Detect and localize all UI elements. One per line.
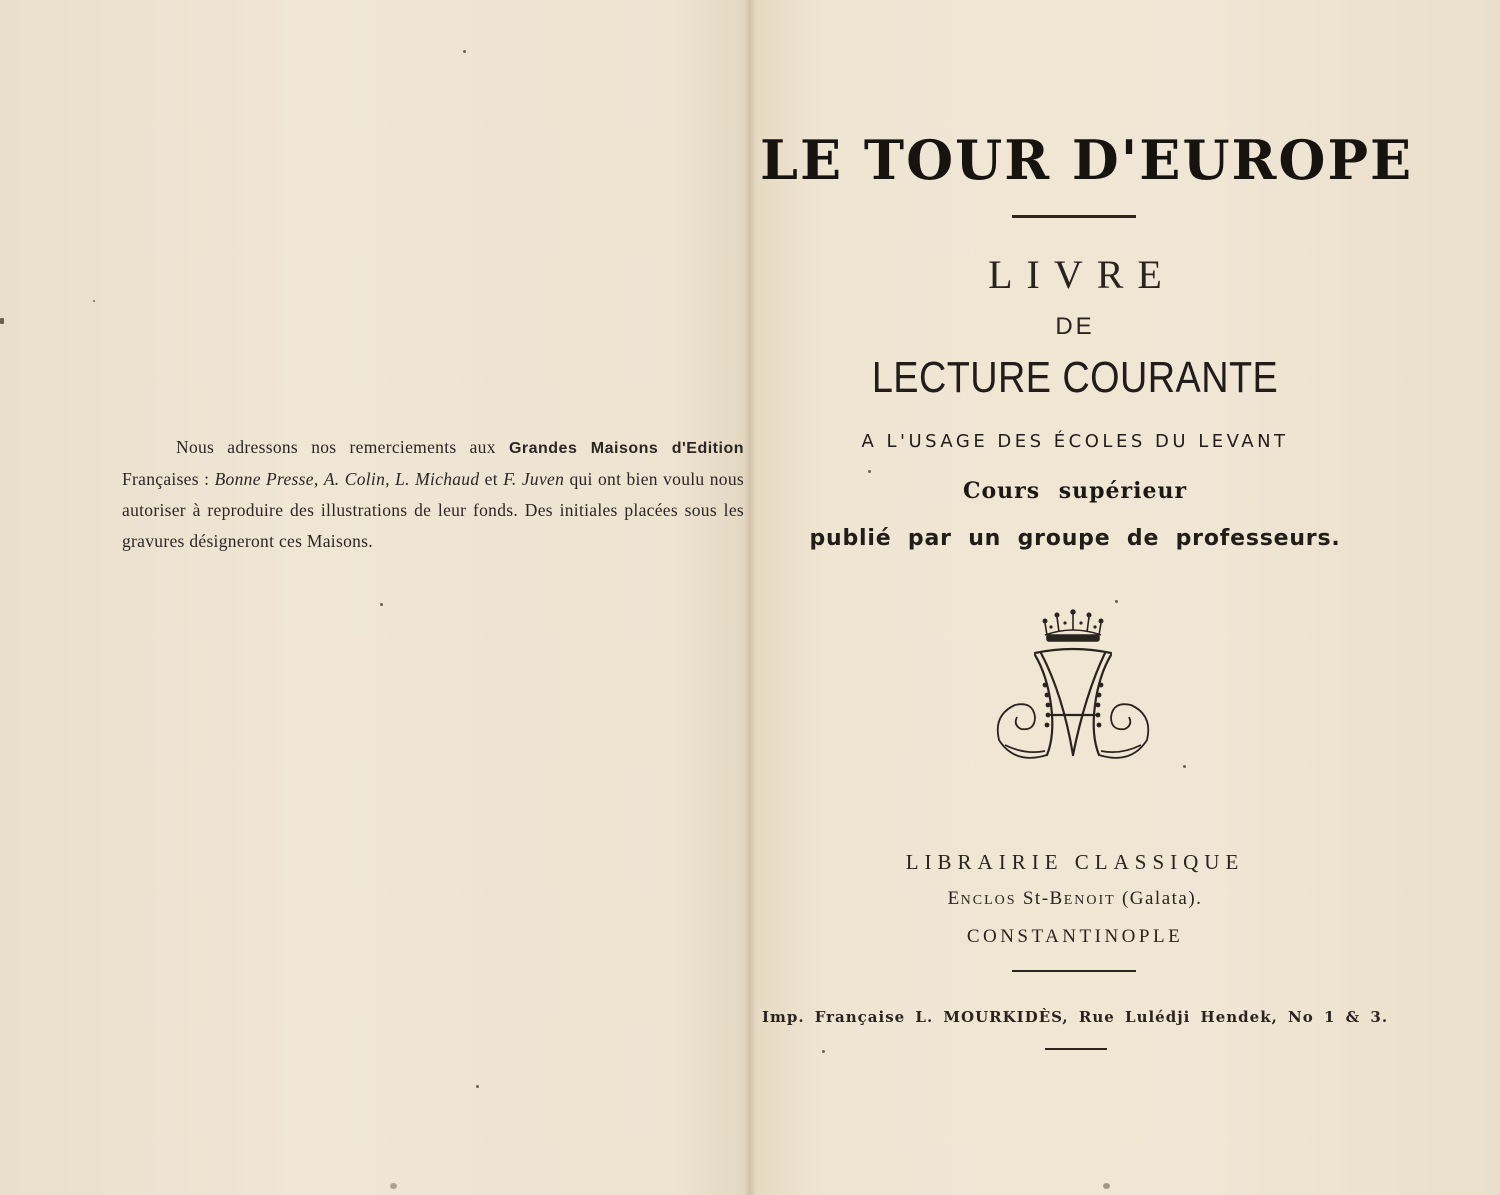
subtitle-livre: LIVRE [988,252,1176,297]
address-benoit-first: -B [1041,888,1064,909]
paper-speck [93,300,95,302]
authors-line: publié par un groupe de professeurs. [809,526,1341,551]
address-enclos-first: E [947,888,961,909]
note-rest: qui ont bien voulu nous autoriser à reproduire des illustrations de leur fonds. Des initiales placées sous les gravures désigneront ces Maisons. [122,469,744,551]
title-divider [1012,215,1136,218]
note-publisher-2: A. Colin, [323,469,390,489]
note-text-after-bold: Françaises : [122,469,215,489]
paper-speck [0,318,4,324]
note-publisher-1: Bonne Presse, [214,469,319,489]
note-publishers-bold: Grandes Maisons d'Edition [508,440,745,457]
printer-imprint: Imp. Française L. MOURKIDÈS, Rue Lulédji Hendek, No 1 & 3. [761,1008,1389,1026]
audience-line: A L'USAGE DES ÉCOLES DU LEVANT [861,431,1289,452]
paper-speck [380,603,383,606]
course-level: Cours supérieur [962,478,1188,504]
publisher-city: CONSTANTINOPLE [966,926,1184,947]
book-title: LE TOUR D'EUROPE [760,128,1414,192]
subtitle-de: DE [1055,313,1095,340]
note-publisher-3: L. Michaud [395,469,480,489]
paper-speck [463,50,466,53]
paper-speck [868,470,871,473]
paper-speck [1115,600,1118,603]
note-intro: Nous adressons nos remerciements aux [176,437,509,457]
address-district: (Galata). [1121,888,1203,909]
paper-speck [822,1050,825,1053]
publisher-name: LIBRAIRIE CLASSIQUE [905,850,1245,874]
address-st: St [1022,888,1042,909]
publisher-address [760,888,1390,910]
note-conjunction: et [479,469,504,489]
paper-speck [1183,765,1186,768]
paper-speck [390,1183,397,1189]
subtitle-lecture-courante: LECTURE COURANTE [871,353,1279,402]
address-benoit-rest: ENOIT [1063,893,1116,908]
note-publisher-4: F. Juven [503,469,565,489]
acknowledgement-note [122,432,744,557]
paper-speck [476,1085,479,1088]
book-gutter [744,0,756,1195]
imprint-divider [1045,1048,1107,1050]
publisher-divider [1012,970,1136,972]
crowned-monogram-icon [985,605,1161,770]
address-enclos-rest: NCLOS [960,893,1017,908]
paper-speck [1103,1183,1110,1189]
